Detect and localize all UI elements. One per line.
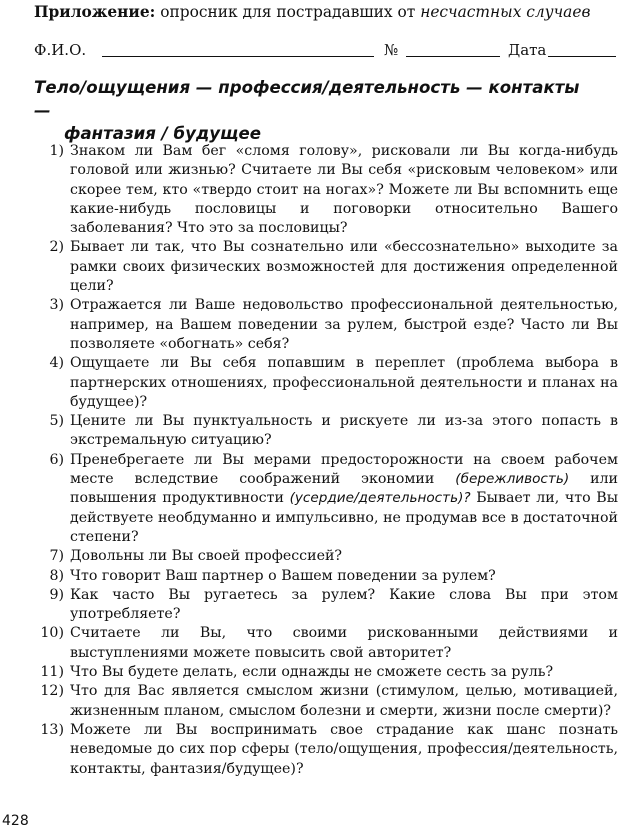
form-row <box>34 40 616 60</box>
question-number: 8) <box>49 567 64 584</box>
question-number: 4) <box>49 355 64 372</box>
question-item <box>26 412 618 451</box>
question-text: Бывает ли так, что Вы сознательно или «бессознательно» выходите за рамки своих физических возможностей для достижения определенной цели? <box>70 239 618 295</box>
question-text-part: Пренебрегаете ли Вы мерами предосторожности на своем рабочем месте вследствие соображений экономии <box>70 451 618 488</box>
appendix-label: Приложение: <box>34 3 156 21</box>
section-title <box>34 76 594 145</box>
question-item <box>26 586 618 625</box>
fio-field[interactable] <box>102 56 374 57</box>
question-item <box>26 142 618 238</box>
question-number: 13) <box>40 721 64 738</box>
question-item <box>26 663 618 682</box>
question-annotation: (бережливость) <box>455 471 570 488</box>
date-label: Дата <box>508 41 547 59</box>
question-item <box>26 721 618 779</box>
question-text <box>70 451 618 547</box>
question-text: Отражается ли Ваше недовольство профессиональной деятельностью, например, на Вашем поведении за рулем, быстрой езде? Часто ли Вы позволяете «обогнать» себя? <box>70 297 618 352</box>
question-annotation: (усердие/деятельность)? <box>289 490 471 507</box>
question-text: Что говорит Ваш партнер о Вашем поведении за рулем? <box>70 567 496 584</box>
question-item <box>26 238 618 296</box>
question-text: Считаете ли Вы, что своими рискованными действиями и выступлениями можете повысить свой авторитет? <box>70 625 618 661</box>
question-text: Знаком ли Вам бег «сломя голову», рисковали ли Вы когда-нибудь головой или жизнью? Считаете ли Вы себя «рисковым человеком» или скорее тем, кто «твердо стоит на ногах»? Можете ли Вы вспомнить еще какие-нибудь пословицы и поговорки относительно Вашего заболевания? Что это за пословицы? <box>70 143 618 237</box>
appendix-header <box>34 2 614 22</box>
question-text: Что Вы будете делать, если однажды не сможете сесть за руль? <box>70 664 554 681</box>
section-title-line2: фантазия / будущее <box>64 124 261 143</box>
question-number: 5) <box>49 413 64 430</box>
question-number: 12) <box>40 683 64 700</box>
question-number: 10) <box>40 625 64 642</box>
question-number: 7) <box>49 548 64 565</box>
question-text: Довольны ли Вы своей профессией? <box>70 548 343 565</box>
question-text: Ощущаете ли Вы себя попавшим в переплет (проблема выбора в партнерских отношениях, профессиональной деятельности и планах на будущее)? <box>70 355 618 410</box>
question-item <box>26 451 618 547</box>
question-item <box>26 296 618 354</box>
question-item <box>26 567 618 586</box>
question-text-part: Бывает ли, что Вы действуете необдуманно и импульсивно, не продумав все в достаточной степени? <box>70 490 618 545</box>
question-list <box>26 142 618 779</box>
number-field[interactable] <box>406 56 500 57</box>
section-title-line1: Тело/ощущения — профессия/деятельность — контакты — <box>34 78 580 120</box>
question-number: 11) <box>40 664 64 681</box>
question-item <box>26 354 618 412</box>
question-number: 1) <box>49 143 64 159</box>
question-text: Как часто Вы ругаетесь за рулем? Какие слова Вы при этом употребляете? <box>70 586 618 623</box>
question-text: Можете ли Вы воспринимать свое страдание как шанс познать неведомые до сих пор сферы (тело/ощущения, профессия/деятельность, контакты, фантазия/будущее)? <box>70 721 618 777</box>
appendix-text: опросник для пострадавших от <box>155 3 421 21</box>
question-number: 2) <box>49 239 64 256</box>
question-text: Цените ли Вы пунктуальность и рискуете ли из-за этого попасть в экстремальную ситуацию? <box>70 413 618 449</box>
question-text-part: или повышения продуктивности <box>70 471 618 507</box>
question-number: 9) <box>49 586 64 603</box>
question-item <box>26 682 618 721</box>
question-text: Что для Вас является смыслом жизни (стимулом, целью, мотивацией, жизненным планом, смыслом болезни и смерти, жизни после смерти)? <box>70 683 618 719</box>
question-number: 6) <box>49 451 64 468</box>
question-item <box>26 547 618 566</box>
number-label: № <box>384 41 399 59</box>
question-number: 3) <box>49 297 64 314</box>
date-field[interactable] <box>548 56 616 57</box>
appendix-italic: несчастных случаев <box>420 3 591 21</box>
page-number: 428 <box>2 813 29 829</box>
fio-label: Ф.И.О. <box>34 41 87 59</box>
question-item <box>26 624 618 663</box>
